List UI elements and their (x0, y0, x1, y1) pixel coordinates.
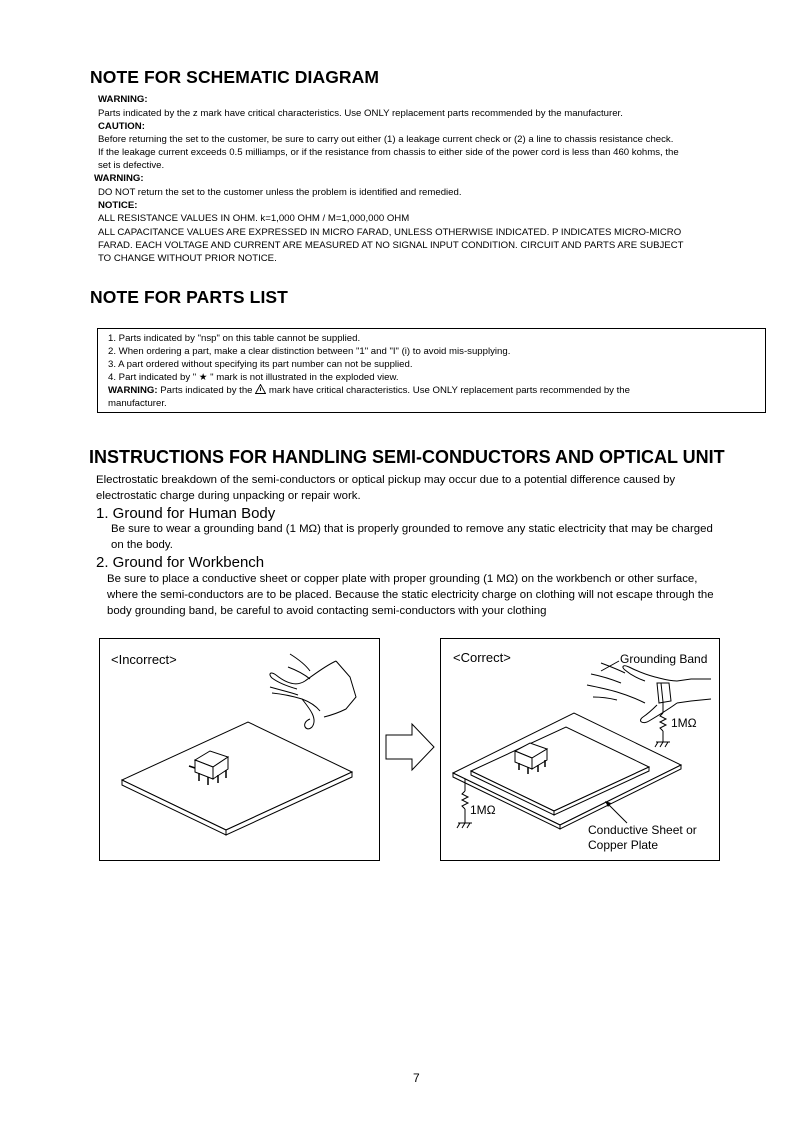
star-icon: ★ (196, 372, 211, 383)
notice-line: ALL RESISTANCE VALUES IN OHM. k=1,000 OHM / M=1,000,000 OHM (98, 213, 410, 224)
hand-icon (270, 654, 356, 729)
section-1-line: on the body. (111, 539, 173, 551)
parts-note-5: WARNING: Parts indicated by the mark have critical characteristics. Use ONLY replacement parts recommended by the (108, 385, 630, 396)
notice-label: NOTICE: (98, 200, 138, 211)
notice-line: FARAD. EACH VOLTAGE AND CURRENT ARE MEASURED AT NO SIGNAL INPUT CONDITION. CIRCUIT AND PARTS ARE SUBJECT (98, 240, 684, 251)
parts-note-1: 1. Parts indicated by "nsp" on this table cannot be supplied. (108, 333, 361, 344)
notice-line: TO CHANGE WITHOUT PRIOR NOTICE. (98, 253, 277, 264)
ground-resistor-icon (655, 701, 670, 747)
caution-line: Before returning the set to the customer, be sure to carry out either (1) a leakage current check or (2) a line to chassis resistance check. (98, 134, 674, 145)
section-2-line: Be sure to place a conductive sheet or copper plate with proper grounding (1 MΩ) on the workbench or other surface, (107, 573, 698, 585)
parts-note-5-cont: manufacturer. (108, 398, 167, 409)
section-2-line: body grounding band, be careful to avoid contacting semi-conductors with your clothing (107, 605, 547, 617)
intro-line: electrostatic charge during unpacking or repair work. (96, 490, 361, 502)
section-2-line: where the semi-conductors are to be placed. Because the static electricity charge on clothing will not escape through the (107, 589, 714, 601)
sheet-label: Conductive Sheet or (588, 823, 697, 837)
warning-triangle-icon (255, 384, 266, 398)
leader-line (607, 803, 627, 823)
caution-line: If the leakage current exceeds 0.5 milliamps, or if the resistance from chassis to either side of the power cord is less than 460 kohms, the (98, 147, 679, 158)
sheet-label: Copper Plate (588, 838, 659, 852)
section-2-title: 2. Ground for Workbench (96, 554, 265, 571)
warning-text: Parts indicated by the z mark have critical characteristics. Use ONLY replacement parts recommended by the manufacturer. (98, 108, 623, 119)
page-number: 7 (413, 1071, 420, 1085)
warning-text: DO NOT return the set to the customer unless the problem is identified and remedied. (98, 187, 462, 198)
correct-illustration (441, 639, 719, 860)
arrow-right-icon (384, 722, 438, 772)
incorrect-label: <Incorrect> (111, 652, 177, 667)
correct-label: <Correct> (453, 650, 511, 665)
parts-list-title: NOTE FOR PARTS LIST (90, 287, 288, 307)
resistor-top-label: 1MΩ (671, 716, 697, 730)
incorrect-panel (99, 638, 380, 861)
incorrect-illustration (100, 639, 379, 860)
parts-note-3: 3. A part ordered without specifying its part number can not be supplied. (108, 359, 413, 370)
ground-resistor-icon (457, 779, 472, 828)
warning-label: WARNING: (94, 173, 144, 184)
parts-list-box (97, 328, 766, 413)
section-1-line: Be sure to wear a grounding band (1 MΩ) that is properly grounded to remove any static electricity that may be charged (111, 523, 713, 535)
parts-note-4: 4. Part indicated by " ★ " mark is not illustrated in the exploded view. (108, 372, 399, 383)
caution-line: set is defective. (98, 160, 165, 171)
correct-panel (440, 638, 720, 861)
schematic-title: NOTE FOR SCHEMATIC DIAGRAM (90, 67, 380, 87)
warning-label: WARNING: (98, 94, 148, 105)
intro-line: Electrostatic breakdown of the semi-conductors or optical pickup may occur due to a potential difference caused by (96, 474, 676, 486)
grounding-band-label: Grounding Band (620, 652, 708, 666)
caution-label: CAUTION: (98, 121, 145, 132)
parts-note-2: 2. When ordering a part, make a clear distinction between "1" and "I" (i) to avoid mis-supplying. (108, 346, 511, 357)
section-1-title: 1. Ground for Human Body (96, 505, 276, 522)
notice-line: ALL CAPACITANCE VALUES ARE EXPRESSED IN MICRO FARAD, UNLESS OTHERWISE INDICATED. P INDICATES MICRO-MICRO (98, 227, 682, 238)
handling-title: INSTRUCTIONS FOR HANDLING SEMI-CONDUCTORS AND OPTICAL UNIT (89, 447, 725, 467)
hand-icon (587, 663, 711, 723)
wrist-band-icon (657, 683, 671, 703)
resistor-bottom-label: 1MΩ (470, 803, 496, 817)
